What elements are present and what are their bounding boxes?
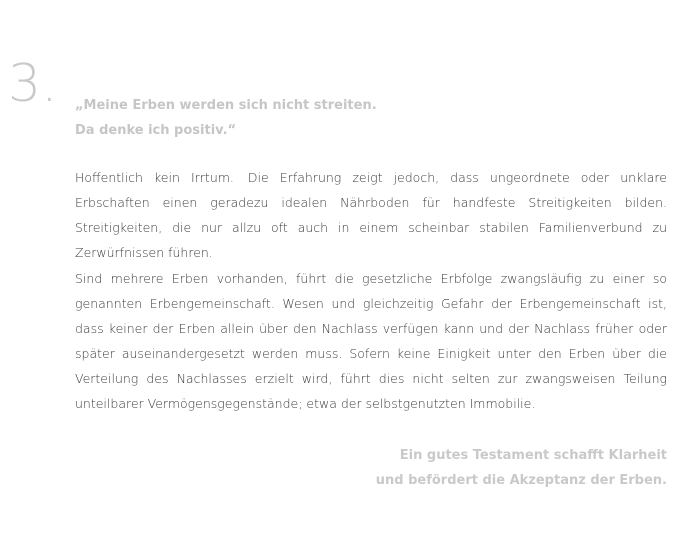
paragraph-1	[75, 165, 667, 265]
closing-line-2: und befördert die Akzeptanz der Erben.	[375, 473, 667, 488]
closing-line-1: Ein gutes Testament schafft Klarheit	[399, 448, 667, 463]
paragraph-1-body: Die Erfahrung zeigt jedoch, dass ungeordnete oder unklare Erbschaften einen geradezu idealen Nährboden für handfeste Streitigkeiten bilden. Streitigkeiten, die nur allzu oft auch in einem scheinbar stabilen Familienverbund zu Zerwürfnissen führen.	[75, 170, 667, 260]
quote-line-1: „Meine Erben werden sich nicht streiten.	[75, 98, 377, 113]
paragraph-2: Sind mehrere Erben vorhanden, führt die gesetzliche Erbfolge zwangsläufig zu einer so genannten Erbengemeinschaft. Wesen und gleichzeitig Gefahr der Erbengemeinschaft ist, dass keiner der Erben allein über den Nachlass verfügen kann und der Nachlass früher oder später auseinandergesetzt werden muss. Sofern keine Einigkeit unter den Erben über die Verteilung des Nachlasses erzielt wird, führt dies nicht selten zur zwangsweisen Teilung unteilbarer Vermögensgegenstände; etwa der selbstgenutzten Immobilie.	[75, 271, 667, 411]
paragraph-1-lead: Hoffentlich kein Irrtum.	[75, 170, 234, 185]
quote-heading	[75, 93, 595, 143]
quote-line-2: Da denke ich positiv.“	[75, 123, 237, 138]
closing-statement	[376, 443, 667, 493]
section-number: 3.	[8, 54, 58, 114]
